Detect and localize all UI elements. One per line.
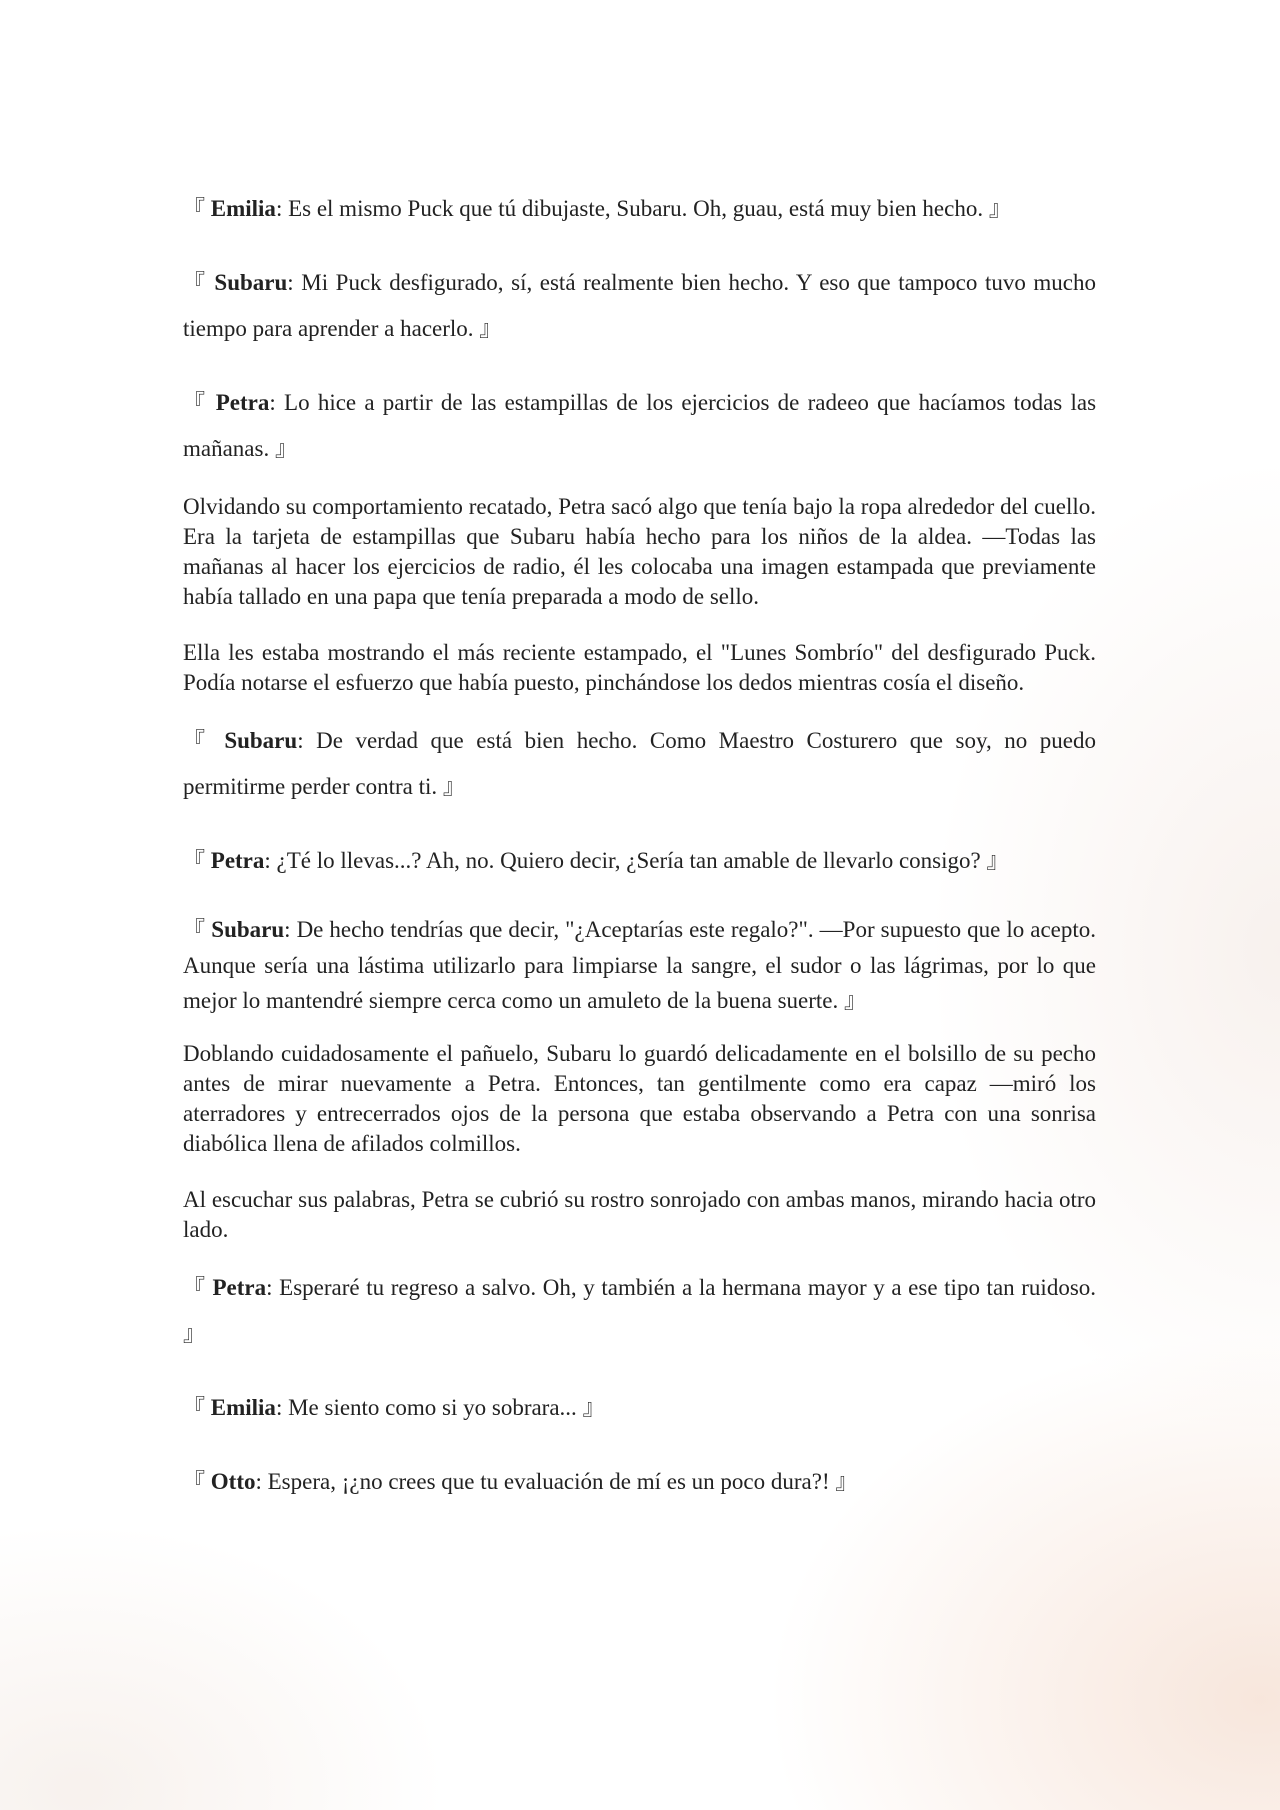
close-bracket: 』 (442, 775, 465, 800)
close-bracket: 』 (183, 1322, 206, 1347)
dialogue-line: 『 Otto: Espera, ¡¿no crees que tu evaluación de mí es un poco dura?! 』 (183, 1469, 858, 1495)
dialogue-line: 『 Petra: ¿Té lo llevas...? Ah, no. Quiero decir, ¿Sería tan amable de llevarlo consigo? 』 (183, 848, 1009, 874)
narration-paragraph: Doblando cuidadosamente el pañuelo, Subaru lo guardó delicadamente en el bolsillo de su pecho antes de mirar nuevamente a Petra. Entonces, tan gentilmente como era capaz —miró los aterradores y entrecerrados ojos de la persona que estaba observando a Petra con una sonrisa diabólica llena de afilados colmillos. (183, 1041, 1096, 1156)
close-bracket: 』 (988, 197, 1011, 222)
close-bracket: 』 (835, 1470, 858, 1495)
dialogue-text: De hecho tendrías que decir, "¿Aceptarías este regalo?". —Por supuesto que lo acepto. Aunque sería una lástima utilizarlo para limpiarse la sangre, el sudor o las lágrimas, por lo que mejor lo mantendré siempre cerca como un amuleto de la buena suerte. (183, 917, 1097, 1013)
dialogue-text: Lo hice a partir de las estampillas de los ejercicios de radeeo que hacíamos todas las mañanas. (183, 390, 1097, 461)
dialogue-text: Mi Puck desfigurado, sí, está realmente bien hecho. Y eso que tampoco tuvo mucho tiempo para aprender a hacerlo. (183, 270, 1097, 341)
speaker-name: Emilia (210, 196, 276, 221)
dialogue-line: 『 Petra: Lo hice a partir de las estampillas de los ejercicios de radeeo que hacíamos todas las mañanas. 』 (183, 390, 1097, 462)
open-bracket: 『 (183, 729, 212, 754)
dialogue-text: De verdad que está bien hecho. Como Maestro Costurero que soy, no puedo permitirme perder contra ti. (183, 728, 1096, 799)
open-bracket: 『 (183, 918, 206, 943)
dialogue-text: Esperaré tu regreso a salvo. Oh, y también a la hermana mayor y a ese tipo tan ruidoso. (279, 1275, 1097, 1300)
close-bracket: 』 (479, 317, 502, 342)
close-bracket: 』 (986, 849, 1009, 874)
dialogue-text: ¿Té lo llevas...? Ah, no. Quiero decir, ¿Sería tan amable de llevarlo consigo? (276, 848, 981, 873)
dialogue-line: 『 Petra: Esperaré tu regreso a salvo. Oh, y también a la hermana mayor y a ese tipo tan ruidoso. 』 (183, 1275, 1097, 1347)
speaker-name: Otto (210, 1469, 256, 1494)
page-text (183, 186, 1096, 1505)
dialogue-line: 『 Subaru: De hecho tendrías que decir, "¿Aceptarías este regalo?". —Por supuesto que lo acepto. Aunque sería una lástima utilizarlo para limpiarse la sangre, el sudor o las lágrimas, por lo que mejor lo mantendré siempre cerca como un amuleto de la buena suerte. 』 (183, 917, 1097, 1014)
narration-paragraph: Ella les estaba mostrando el más reciente estampado, el "Lunes Sombrío" del desfigurado Puck. Podía notarse el esfuerzo que había puesto, pinchándose los dedos mientras cosía el diseño. (183, 640, 1096, 695)
open-bracket: 『 (183, 391, 208, 416)
close-bracket: 』 (274, 437, 297, 462)
speaker-name: Petra (215, 390, 270, 415)
open-bracket: 『 (183, 849, 206, 874)
speaker-name: Subaru (224, 728, 298, 753)
close-bracket: 』 (843, 989, 866, 1014)
dialogue-line: 『 Subaru: De verdad que está bien hecho. Como Maestro Costurero que soy, no puedo permitirme perder contra ti. 』 (183, 728, 1096, 800)
dialogue-text: Me siento como si yo sobrara... (288, 1395, 577, 1420)
close-bracket: 』 (582, 1396, 605, 1421)
speaker-name: Emilia (210, 1395, 276, 1420)
dialogue-line: 『 Emilia: Es el mismo Puck que tú dibujaste, Subaru. Oh, guau, está muy bien hecho. 』 (183, 196, 1011, 222)
narration-paragraph: Al escuchar sus palabras, Petra se cubrió su rostro sonrojado con ambas manos, mirando hacia otro lado. (183, 1187, 1096, 1242)
narration-paragraph: Olvidando su comportamiento recatado, Petra sacó algo que tenía bajo la ropa alrededor del cuello. Era la tarjeta de estampillas que Subaru había hecho para los niños de la aldea. —Todas las mañanas al hacer los ejercicios de radio, él les colocaba una imagen estampada que previamente había tallado en una papa que tenía preparada a modo de sello. (183, 494, 1096, 609)
speaker-name: Subaru (211, 917, 285, 942)
open-bracket: 『 (183, 1396, 206, 1421)
open-bracket: 『 (183, 1470, 206, 1495)
speaker-name: Subaru (214, 270, 288, 295)
open-bracket: 『 (183, 1276, 206, 1301)
open-bracket: 『 (183, 197, 206, 222)
dialogue-text: Es el mismo Puck que tú dibujaste, Subaru. Oh, guau, está muy bien hecho. (288, 196, 984, 221)
speaker-name: Petra (212, 1275, 267, 1300)
speaker-name: Petra (210, 848, 265, 873)
dialogue-line: 『 Emilia: Me siento como si yo sobrara... 』 (183, 1395, 605, 1421)
dialogue-line: 『 Subaru: Mi Puck desfigurado, sí, está realmente bien hecho. Y eso que tampoco tuvo mucho tiempo para aprender a hacerlo. 』 (183, 270, 1097, 342)
dialogue-text: Espera, ¡¿no crees que tu evaluación de mí es un poco dura?! (267, 1469, 830, 1494)
open-bracket: 『 (183, 271, 207, 296)
